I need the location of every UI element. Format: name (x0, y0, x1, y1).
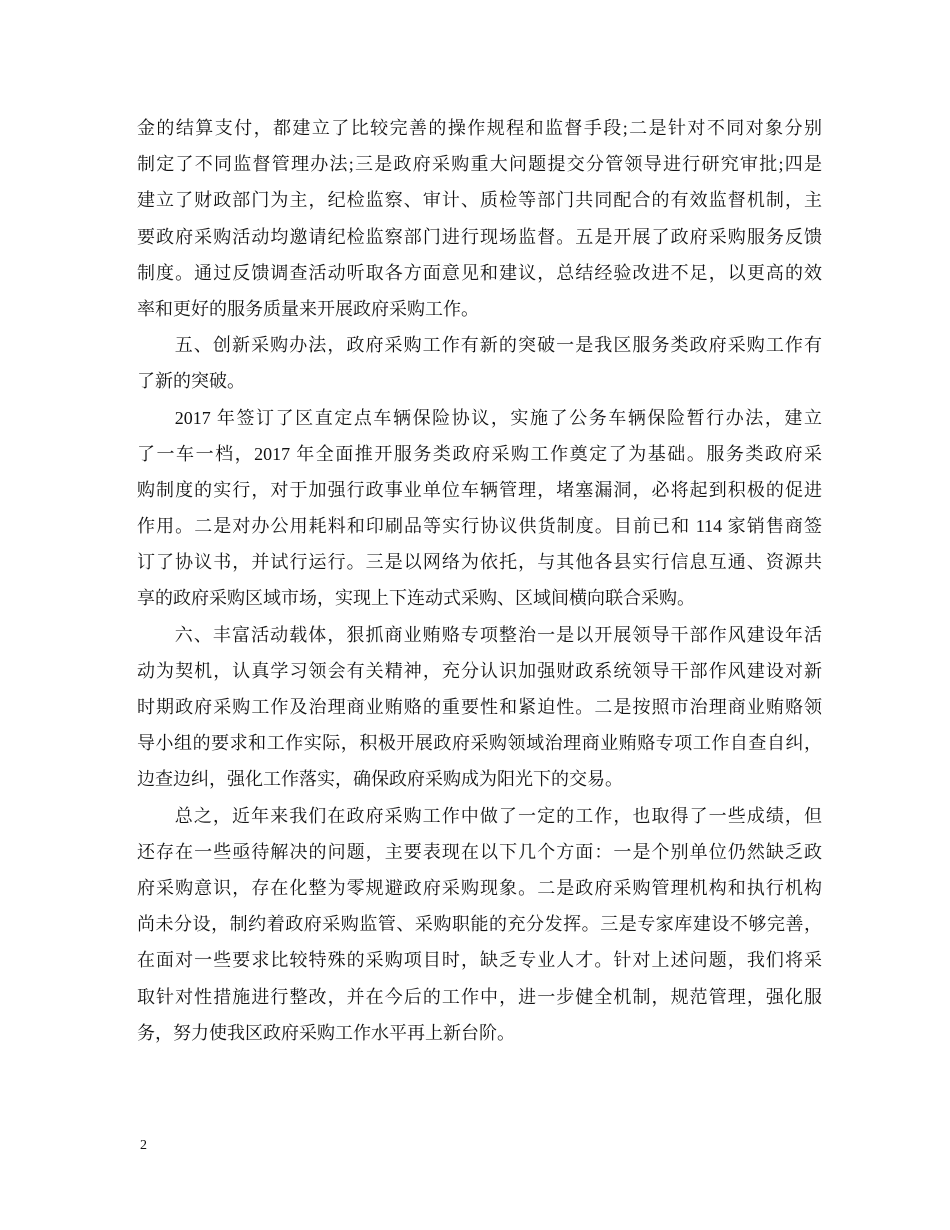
text-line: 务，努力使我区政府采购工作水平再上新台阶。 (137, 1022, 515, 1043)
text-line: 时期政府采购工作及治理商业贿赂的重要性和紧迫性。二是按照市治理商业贿赂领 (137, 697, 822, 717)
text-line: 动为契机，认真学习领会有关精神，充分认识加强财政系统领导干部作风建设对新 (137, 660, 822, 681)
paragraph (137, 617, 822, 798)
text-line: 尚未分设，制约着政府采购监管、采购职能的充分发挥。三是专家库建设不够完善， (137, 914, 822, 935)
text-line: 五、创新采购办法，政府采购工作有新的突破一是我区服务类政府采购工作有 (174, 335, 822, 356)
page-number: 2 (140, 1138, 147, 1153)
text-line: 2017 年签订了区直定点车辆保险协议，实施了公务车辆保险暂行办法，建立 (174, 407, 822, 428)
text-line: 制定了不同监督管理办法;三是政府采购重大问题提交分管领导进行研究审批;四是 (137, 154, 822, 175)
text-line: 金的结算支付，都建立了比较完善的操作规程和监督手段;二是针对不同对象分别 (137, 118, 822, 138)
text-line: 率和更好的服务质量来开展政府采购工作。 (137, 298, 479, 319)
text-line: 订了协议书，并试行运行。三是以网络为依托，与其他各县实行信息互通、资源共 (137, 552, 822, 573)
document-body (137, 110, 822, 1051)
text-line: 还存在一些亟待解决的问题，主要表现在以下几个方面：一是个别单位仍然缺乏政 (137, 841, 822, 862)
text-line: 取针对性措施进行整改，并在今后的工作中，进一步健全机制，规范管理，强化服 (137, 986, 822, 1007)
text-line: 边查边纠，强化工作落实，确保政府采购成为阳光下的交易。 (137, 769, 623, 790)
text-line: 作用。二是对办公用耗料和印刷品等实行协议供货制度。目前已和 114 家销售商签 (137, 516, 822, 537)
text-line: 了新的突破。 (137, 371, 245, 392)
paragraph (137, 798, 822, 1051)
text-line: 享的政府采购区域市场，实现上下连动式采购、区域间横向联合采购。 (137, 588, 695, 609)
text-line: 建立了财政部门为主，纪检监察、审计、质检等部门共同配合的有效监督机制，主 (137, 190, 822, 211)
text-line: 要政府采购活动均邀请纪检监察部门进行现场监督。五是开展了政府采购服务反馈 (137, 226, 822, 247)
paragraph (137, 327, 822, 399)
text-line: 购制度的实行，对于加强行政事业单位车辆管理，堵塞漏洞，必将起到积极的促进 (137, 479, 822, 500)
text-line: 了一车一档，2017 年全面推开服务类政府采购工作奠定了为基础。服务类政府采 (137, 443, 822, 464)
text-line: 在面对一些要求比较特殊的采购项目时，缺乏专业人才。针对上述问题，我们将采 (137, 950, 822, 971)
paragraph (137, 110, 822, 327)
text-line: 府采购意识，存在化整为零规避政府采购现象。二是政府采购管理机构和执行机构 (137, 877, 822, 898)
paragraph (137, 400, 822, 617)
text-line: 导小组的要求和工作实际，积极开展政府采购领域治理商业贿赂专项工作自查自纠， (137, 733, 822, 754)
text-line: 制度。通过反馈调查活动听取各方面意见和建议，总结经验改进不足，以更高的效 (137, 262, 822, 283)
text-line: 六、丰富活动载体，狠抓商业贿赂专项整治一是以开展领导干部作风建设年活 (174, 624, 822, 645)
text-line: 总之，近年来我们在政府采购工作中做了一定的工作，也取得了一些成绩，但 (174, 805, 822, 826)
